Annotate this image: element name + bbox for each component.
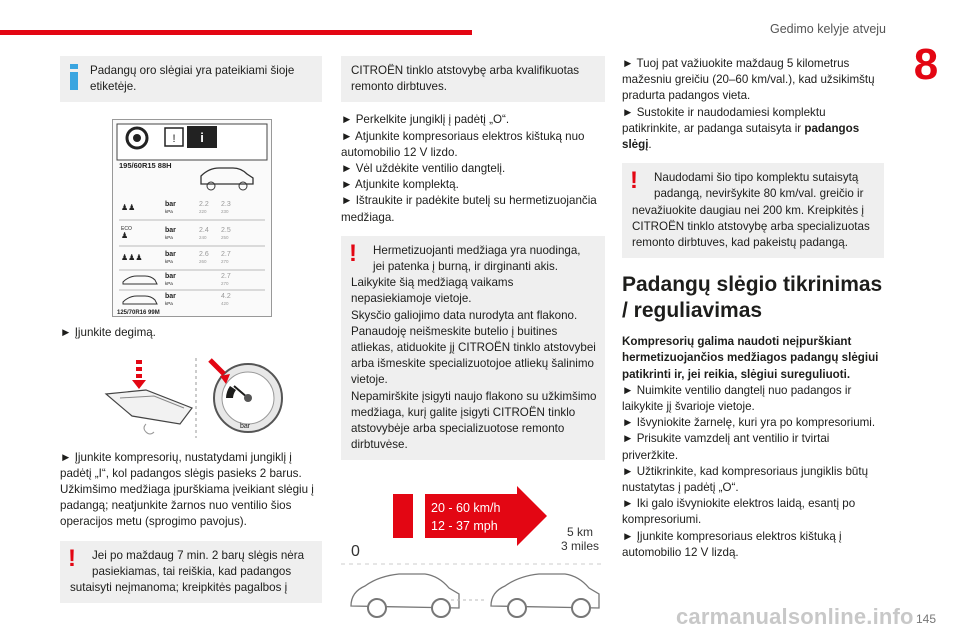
svg-text:kPa: kPa <box>165 235 173 241</box>
svg-text:2.6: 2.6 <box>199 251 209 259</box>
compressor-gauge-figure <box>86 356 306 440</box>
svg-text:250: 250 <box>221 235 229 241</box>
step-item: ► Užtikrinkite, kad kompresoriaus jungiklis būtų nustatytas į padėtį „O“. <box>622 464 869 495</box>
info-icon <box>70 64 78 92</box>
tyre-size-label: 195/60R15 88H <box>119 161 172 171</box>
svg-text:bar: bar <box>165 293 176 301</box>
step-item: ► Ištraukite ir padėkite butelį su hermetizuojančia medžiaga. <box>341 194 597 224</box>
steps-list-1 <box>341 112 605 225</box>
svg-text:2.4: 2.4 <box>199 227 209 235</box>
warning-icon: ! <box>68 544 76 572</box>
step-item: ► Prisukite vamzdelį ant ventilio ir tvirtai priveržkite. <box>622 432 830 462</box>
svg-text:2.5: 2.5 <box>221 227 231 235</box>
svg-text:4.2: 4.2 <box>221 293 231 301</box>
warning-note-speed: ! Naudodami šio tipo komplektu sutaisytą padangą, neviršykite 80 km/val. greičio ir nevažiuokite daugiau nei 200 km. Kreipkitės į CITROËN tinklo atstovybę arba specializuotas remonto dirbtuves, kad pakeistų padangą. <box>622 163 884 258</box>
svg-text:2.7: 2.7 <box>221 251 231 259</box>
step-drive: ► Tuoj pat važiuokite maždaug 5 kilometrus mažesniu greičiu (20–60 km/val.), kad užsikimštų pradurta padangos vieta. <box>622 57 875 103</box>
svg-text:!: ! <box>172 133 176 146</box>
placard-footer-size: 125/70R16 99M <box>117 310 160 317</box>
page-number: 145 <box>916 612 937 626</box>
svg-text:240: 240 <box>199 235 207 241</box>
svg-text:♟♟♟: ♟♟♟ <box>121 253 143 263</box>
svg-text:kPa: kPa <box>165 301 173 307</box>
svg-text:270: 270 <box>221 259 229 265</box>
eco-label: ECO <box>121 226 132 233</box>
info-note-text: Padangų oro slėgiai yra pateikiami šioje etiketėje. <box>90 64 295 94</box>
step-item: ► Perkelkite jungiklį į padėtį „O“. <box>341 113 510 127</box>
step-item: ► Iki galo išvyniokite elektros laidą, esantį po kompresoriumi. <box>622 497 856 527</box>
svg-text:2.3: 2.3 <box>221 201 231 209</box>
tyre-pressure-placard <box>112 119 272 317</box>
step-item: ► Nuimkite ventilio dangtelį nuo padangos ir laikykite jį švarioje vietoje. <box>622 383 852 414</box>
info-note <box>60 56 322 102</box>
svg-text:260: 260 <box>199 259 207 265</box>
chapter-number: 8 <box>913 40 939 89</box>
svg-text:kPa: kPa <box>165 281 173 287</box>
step-item: ► Atjunkite kompresoriaus elektros kištuką nuo automobilio 12 V lizdo. <box>341 129 585 159</box>
distance-miles: 3 miles <box>561 539 600 554</box>
svg-text:2.7: 2.7 <box>221 273 231 281</box>
warning-note-sealant: ! Hermetizuojanti medžiaga yra nuodinga, jei patenka į burną, ir dirginanti akis. Laikykite šią medžiagą vaikams nepasiekiamoje vietoje. Skysčio galiojimo data nurodyta ant flakono. Panaudoję neišmeskite butelio į buitines atliekas, atiduokite jį CITROËN tinklo atstovybei arba išmeskite specializuotojoe atliekų šalinimo vietoje. Nepamirškite įsigyti naujo flakono su užkimšimo medžiaga, kurį galite įsigyti CITROËN tinklo atstovybėje arba specializuotose remonto dirbtuvėse. <box>341 236 605 461</box>
continued-note: CITROËN tinklo atstovybę arba kvalifikuotas remonto dirbtuves. <box>341 56 605 102</box>
speed-distance-figure <box>341 474 605 622</box>
speed-kmh: 20 - 60 km/h <box>431 501 501 516</box>
distance-km: 5 km <box>567 525 594 540</box>
svg-text:270: 270 <box>221 281 229 287</box>
step-item: ► Išvyniokite žarnelę, kuri yra po kompresoriumi. <box>622 416 876 430</box>
start-distance: 0 <box>351 543 360 561</box>
svg-text:bar: bar <box>165 227 176 235</box>
chapter-title: Gedimo kelyje atveju <box>769 22 886 36</box>
svg-text:420: 420 <box>221 301 229 307</box>
column-2 <box>341 56 605 622</box>
placard-illustration <box>113 120 271 316</box>
warning-icon: ! <box>349 239 357 267</box>
header-accent-bar <box>0 30 472 35</box>
step-compressor: ► Įjunkite kompresorių, nustatydami jungiklį į padėtį „I“, kol padangos slėgis pasieks 2 barus. Užkimšimo medžiaga įpurškiama įveikiant slėgiu į padangą; neatjunkite žarnos nuo ventilio šios operacijos metu (sprogimo pavojus). <box>60 450 314 529</box>
warning-note-pressure: ! Jei po maždaug 7 min. 2 barų slėgis nėra pasiekiamas, tai reiškia, kad padangos sutaisyti neįmanoma; kreipkitės pagalbos į <box>60 541 322 604</box>
gauge-unit: bar <box>240 422 251 430</box>
svg-text:i: i <box>200 130 204 146</box>
speed-illustration <box>341 474 605 622</box>
svg-text:bar: bar <box>165 273 176 281</box>
section-title: Padangų slėgio tikrinimas / reguliavimas <box>622 273 883 323</box>
column-1 <box>60 56 322 603</box>
warning-icon: ! <box>630 167 638 195</box>
step-item: ► Atjunkite komplektą. <box>341 178 459 192</box>
column-3 <box>622 56 884 561</box>
svg-text:kPa: kPa <box>165 259 173 265</box>
svg-text:bar: bar <box>165 201 176 209</box>
svg-text:♟: ♟ <box>121 231 129 241</box>
svg-text:220: 220 <box>199 209 207 215</box>
watermark: carmanualsonline.info <box>676 604 914 629</box>
section-intro: Kompresorių galima naudoti neįpurškiant hermetizuojančios medžiagos padangų slėgiui patikrinti ir, jei reikia, slėgiui sureguliuoti. <box>622 335 879 381</box>
speed-mph: 12 - 37 mph <box>431 519 498 534</box>
compressor-illustration <box>86 356 306 440</box>
step-item: ► Įjunkite kompresoriaus elektros kištuką į automobilio 12 V lizdą. <box>622 529 842 559</box>
occupant-icon: ♟♟ <box>121 203 136 213</box>
svg-text:bar: bar <box>165 251 176 259</box>
step-check: ► Sustokite ir naudodamiesi komplektu patikrinkite, ar padanga sutaisyta ir padangos slėgį. <box>622 105 860 152</box>
svg-text:230: 230 <box>221 209 229 215</box>
svg-text:2.2: 2.2 <box>199 201 209 209</box>
svg-text:kPa: kPa <box>165 209 173 215</box>
step-item: ► Vėl uždėkite ventilio dangtelį. <box>341 162 506 176</box>
step-ignition: ► Įjunkite degimą. <box>60 326 156 340</box>
